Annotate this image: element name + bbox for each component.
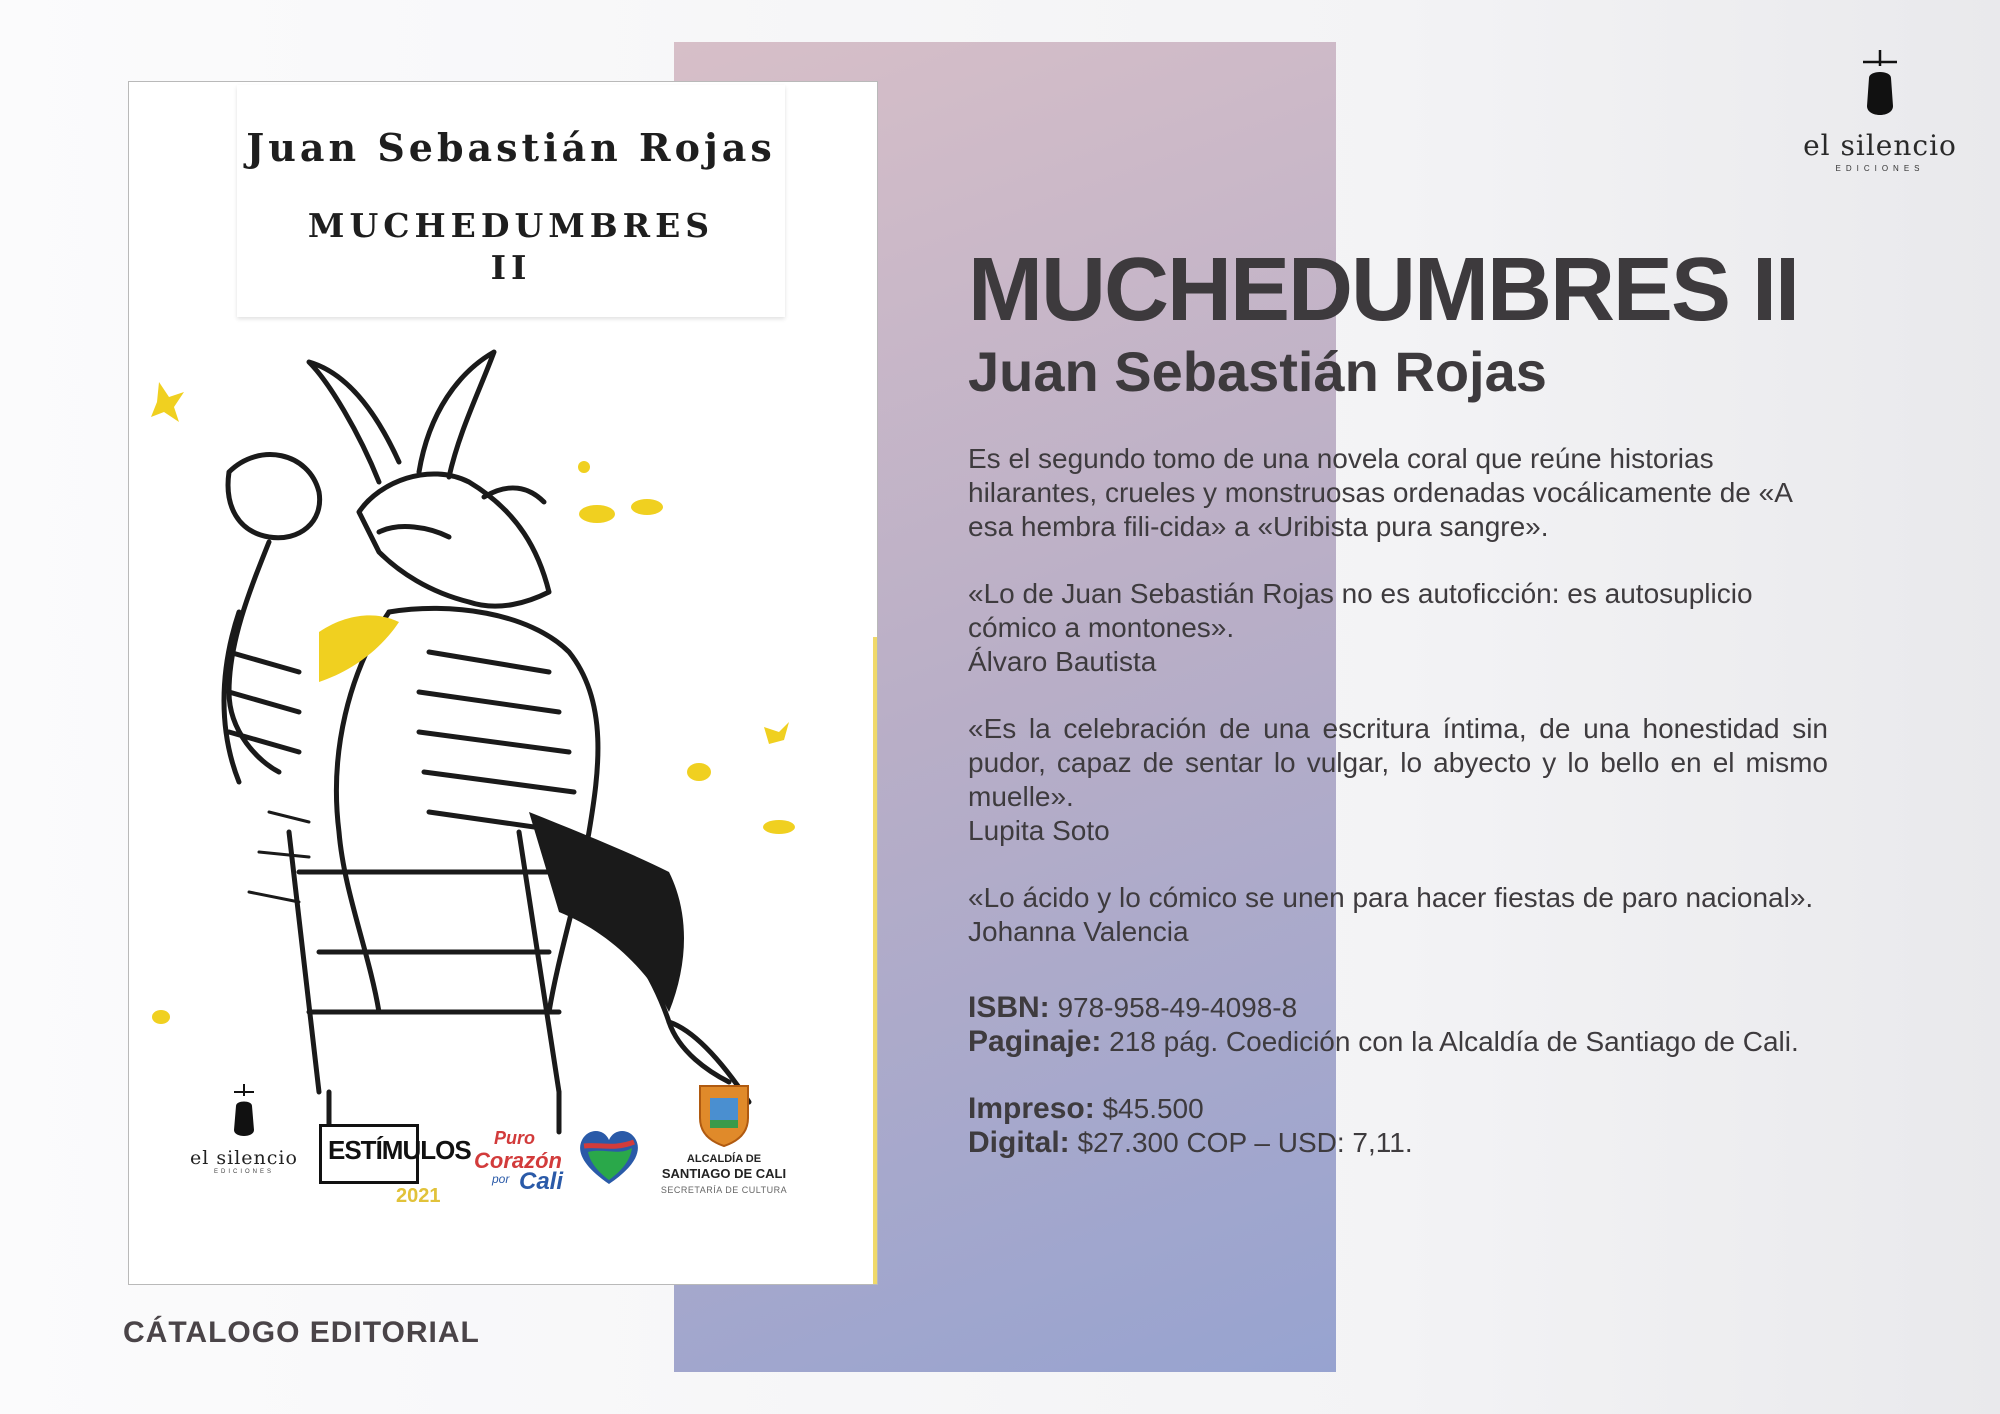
spec-isbn [968,991,1828,1025]
book-cover [128,81,878,1285]
corazon-text: Corazón [474,1148,562,1173]
estimulos-logo [319,1124,471,1207]
hand-icon [224,1082,264,1142]
spec-value: $27.300 COP – USD: 7,11. [1077,1127,1413,1158]
spec-value: 218 pág. Coedición con la Alcaldía de Santiago de Cali. [1109,1026,1799,1057]
estimulos-year: 2021 [396,1185,441,1207]
spec-value: 978-958-49-4098-8 [1057,992,1298,1023]
spec-digital [968,1126,1828,1160]
quote-author: Johanna Valencia [968,916,1189,947]
cover-title [237,205,785,289]
catalog-label: CÁTALOGO EDITORIAL [123,1316,480,1349]
spec-label: Impreso: [968,1092,1095,1125]
heart-icon [574,1122,644,1192]
spec-print [968,1092,1828,1126]
book-author: Juan Sebastián Rojas [968,340,1547,403]
cover-title-box [237,85,785,317]
cover-illustration [129,312,877,1212]
por-text: por [492,1172,510,1186]
book-specs [968,991,1828,1160]
cover-title-line1: MUCHEDUMBRES [307,206,715,245]
quote-text: «Lo de Juan Sebastián Rojas no es autoficción: es autosuplicio cómico a montones». [968,578,1753,643]
quote-author: Álvaro Bautista [968,646,1157,677]
cover-silencio-sub: EDICIONES [213,1169,274,1175]
cali-text: Cali [519,1168,564,1195]
spec-pages [968,1025,1828,1059]
puro-text: Puro [494,1128,536,1148]
cover-silencio-logo [169,1082,319,1175]
alcaldia-line1: ALCALDÍA DE [686,1153,762,1165]
publisher-name: el silencio [1803,129,1957,162]
book-info [968,240,1828,1160]
secretaria-text: SECRETARÍA DE CULTURA [660,1185,788,1195]
quote-text: «Lo ácido y lo cómico se unen para hacer fiestas de paro nacional». [968,882,1814,913]
quote-2 [968,712,1828,848]
spec-label: Paginaje: [968,1025,1102,1058]
hand-icon [1853,48,1907,120]
cover-title-line2: II [490,248,532,287]
spec-label: Digital: [968,1126,1070,1159]
alcaldia-line2: SANTIAGO DE CALI [661,1166,787,1181]
book-description: Es el segundo tomo de una novela coral que reúne historias hilarantes, crueles y monstruosas ordenadas vocálicamente de «A esa hembra fili-cida» a «Uribista pura sangre». [968,443,1792,542]
book-description-block [968,442,1828,949]
coat-of-arms-icon [694,1082,754,1148]
spec-label: ISBN: [968,991,1050,1024]
publisher-sub: EDICIONES [1835,164,1925,173]
cover-author: Juan Sebastián Rojas [246,125,776,170]
cover-logos [129,1082,877,1282]
quote-3 [968,881,1828,949]
spec-value: $45.500 [1102,1093,1204,1124]
book-title: MUCHEDUMBRES II [968,240,1799,340]
quote-text: «Es la celebración de una escritura íntima, de una honestidad sin pudor, capaz de sentar lo vulgar, lo abyecto y lo bello en el mismo muelle». [968,713,1828,812]
cover-silencio-name: el silencio [190,1147,298,1169]
quote-author: Lupita Soto [968,815,1110,846]
publisher-logo [1800,48,1960,173]
quote-1 [968,577,1828,679]
alcaldia-cali-logo [649,1082,799,1195]
puro-corazon-logo [474,1122,644,1197]
estimulos-text: ESTÍMULOS [328,1135,471,1165]
